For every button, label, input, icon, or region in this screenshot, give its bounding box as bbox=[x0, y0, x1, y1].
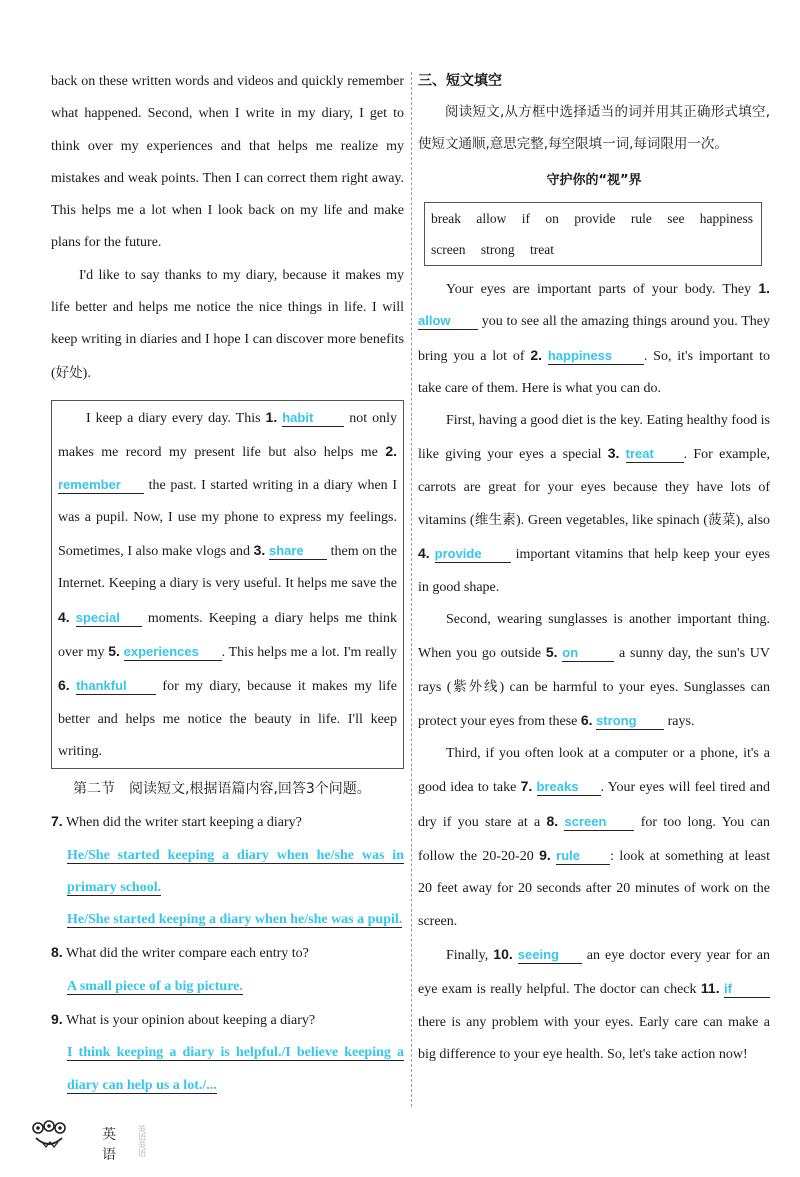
answer-blank-3: treat bbox=[626, 446, 684, 463]
answer-blank-4: special bbox=[76, 610, 142, 627]
subject-label: 英语 bbox=[102, 1127, 116, 1163]
mascot-logo-icon bbox=[30, 1118, 70, 1150]
left-column bbox=[51, 66, 404, 1102]
instructions: 阅读短文,从方框中选择适当的词并用其正确形式填空,使短文通顺,意思完整,每空限填一词,每词限用一次。 bbox=[418, 104, 770, 152]
answer-blank-1: allow bbox=[418, 313, 478, 330]
answer-9: I think keeping a diary is helpful./I believe keeping a diary can help us a lot./... bbox=[67, 1045, 404, 1093]
answer-blank-2: happiness bbox=[548, 348, 644, 365]
answer-blank-9: rule bbox=[556, 848, 610, 865]
column-divider bbox=[411, 72, 412, 1107]
answer-blank-3: share bbox=[269, 543, 327, 560]
question-9: 9. What is your opinion about keeping a diary? bbox=[51, 1011, 316, 1029]
answer-blank-4: provide bbox=[435, 546, 511, 563]
answer-7a: He/She started keeping a diary when he/she was in primary school. bbox=[67, 847, 404, 895]
footer-small-text: 英语 英语 bbox=[138, 1125, 146, 1158]
paragraph: Third, if you often look at a computer or a phone, it's a good idea to take 7. breaks . Your eyes will feel tired and dry if you stare at a 8. screen for too long. You can follow the 20-20-20 9. rule : look at something at least 20 feet away for 20 seconds after 20 minutes of work on the screen. bbox=[418, 746, 771, 929]
answer-blank-1: habit bbox=[282, 410, 344, 427]
answer-7b: He/She started keeping a diary when he/she was a pupil. bbox=[67, 912, 403, 928]
answer-blank-11: if bbox=[724, 981, 770, 998]
paragraph: Second, wearing sunglasses is another important thing. When you go outside 5. on a sunny day, the sun's UV rays (紫外线) can be harmful to your eyes. Sunglasses can protect your eyes from these 6. strong rays. bbox=[418, 611, 770, 729]
paragraph: back on these written words and videos and quickly remember what happened. Second, when I write in my diary, I get to think over my experiences and that helps me realize my mistakes and weak points. Then I can correct them right away. This helps me a lot when I look back on my life and make plans for the future. bbox=[51, 74, 404, 251]
answer-blank-8: screen bbox=[564, 814, 634, 831]
paragraph: Finally, 10. seeing an eye doctor every year for an eye exam is really helpful. The doctor can check 11. if there is any problem with your eyes. Early care can make a big difference to your eye health. So, let's take action now! bbox=[418, 945, 770, 1062]
paragraph: I'd like to say thanks to my diary, because it makes my life better and helps me notice the nice things in life. I will keep writing in diaries and I hope I can discover more benefits (好处). bbox=[51, 267, 404, 381]
word-box: break allow if on provide rule see happiness screen strong treat bbox=[424, 202, 762, 266]
question-8: 8. What did the writer compare each entry to? bbox=[51, 944, 309, 962]
paragraph: Your eyes are important parts of your body. They 1. allow you to see all the amazing things around you. They bring you a lot of 2. happiness . So, it's important to take care of them. Here is what you can do. bbox=[418, 280, 770, 396]
answer-blank-2: remember bbox=[58, 477, 144, 494]
answer-blank-6: thankful bbox=[76, 678, 156, 695]
answer-8: A small piece of a big picture. bbox=[67, 978, 243, 994]
summary-text: I keep a diary every day. This 1. habit not only makes me record my present life but also helps me 2. remember the past. I started writing in a diary when I was a pupil. Now, I use my phone to express my feelings. Sometimes, I also make vlogs and 3. share them on the Internet. Keeping a diary is very useful. It helps me save the 4. special moments. Keeping a diary helps me think over my 5. experiences . This helps me a lot. I'm really 6. thankful for my diary, because it makes my life better and helps me notice the beauty in life. I'll keep writing. bbox=[58, 408, 398, 759]
section-heading: 三、短文填空 bbox=[418, 73, 502, 89]
paragraph: First, having a good diet is the key. Eating healthy food is like giving your eyes a special 3. treat . For example, carrots are great for your eyes because they have lots of vitamins (维生素). Green vegetables, like spinach (菠菜), also 4. provide important vitamins that help keep your eyes in good shape. bbox=[418, 413, 771, 595]
right-column bbox=[418, 66, 770, 1071]
answer-blank-5: on bbox=[562, 645, 614, 662]
question-7: 7. When did the writer start keeping a diary? bbox=[51, 813, 302, 831]
answer-blank-10: seeing bbox=[518, 947, 582, 964]
answer-blank-6: strong bbox=[596, 713, 664, 730]
answer-blank-5: experiences bbox=[124, 644, 222, 661]
answer-blank-7: breaks bbox=[537, 779, 601, 796]
passage-title: 守护你的“视”界 bbox=[546, 173, 642, 188]
section-title: 第二节 阅读短文,根据语篇内容,回答3个问题。 bbox=[73, 781, 371, 798]
summary-box bbox=[51, 400, 404, 769]
